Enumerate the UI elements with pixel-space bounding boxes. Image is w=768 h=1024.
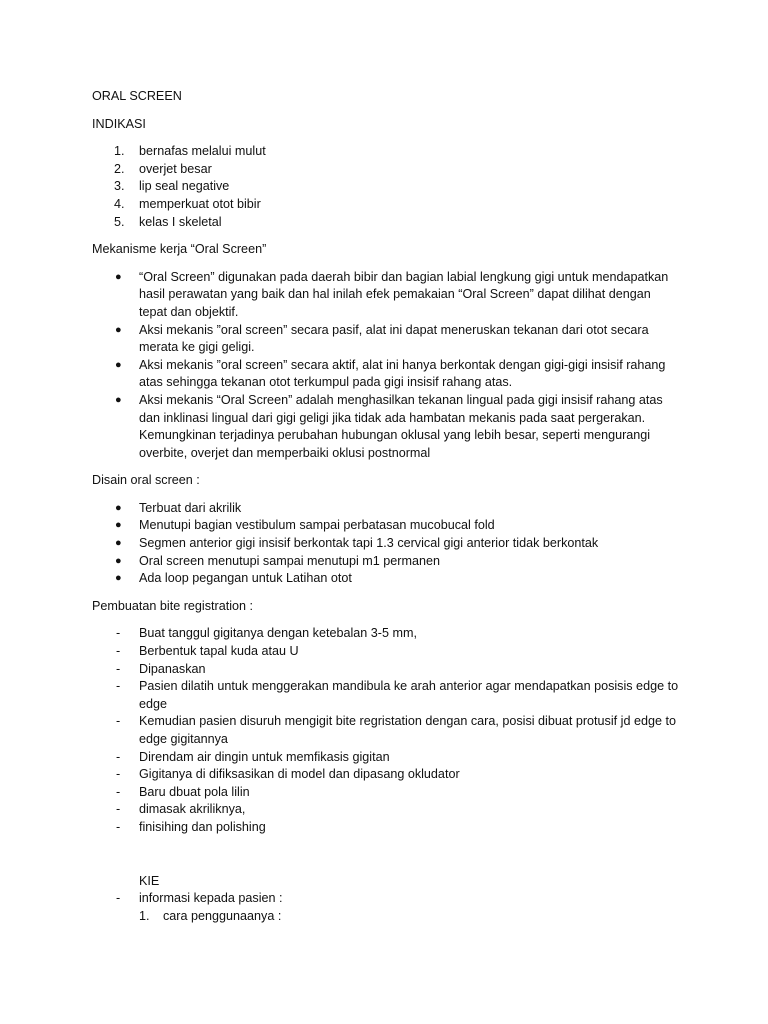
bullet-icon: ● <box>115 519 122 532</box>
kie-section <box>92 873 682 926</box>
list-item: - Pasien dilatih untuk menggerakan mandibula ke arah anterior agar mendapatkan posisis edge to edge <box>116 679 679 711</box>
kie-sub-list <box>92 908 682 926</box>
disain-list <box>92 500 682 588</box>
list-item: - Berbentuk tapal kuda atau U <box>92 643 682 661</box>
dash-icon: - <box>116 679 121 694</box>
list-item: - Dipanaskan <box>92 661 682 679</box>
list-item: ● Aksi mekanis “Oral Screen” adalah menghasilkan tekanan lingual pada gigi insisif rahang atas dan inklinasi lingual dari gigi geligi jika tidak ada hambatan mekanis pada saat pergerakan. Kemungkinan terjadinya perubahan hubungan oklusal yang lebih besar, seperti mengurangi overbite, overjet dan memperbaiki oklusi postnormal <box>115 392 663 460</box>
list-item: ● Menutupi bagian vestibulum sampai perbatasan mucobucal fold <box>92 517 682 535</box>
kie-list <box>92 890 682 908</box>
list-item: - Direndam air dingin untuk memfikasis gigitan <box>92 749 682 767</box>
list-number: 5. <box>114 214 125 229</box>
list-item: - informasi kepada pasien : <box>92 890 682 908</box>
dash-icon: - <box>116 749 121 764</box>
dash-icon: - <box>116 626 121 641</box>
document-title: ORAL SCREEN <box>92 89 182 103</box>
list-item: - Buat tanggul gigitanya dengan ketebalan 3-5 mm, <box>92 625 682 643</box>
list-number: 2. <box>114 161 125 176</box>
dash-icon: - <box>116 714 121 729</box>
dash-icon: - <box>116 891 121 906</box>
bullet-icon: ● <box>115 537 122 550</box>
list-item: - Baru dbuat pola lilin <box>92 784 682 802</box>
section-heading-disain: Disain oral screen : <box>92 473 200 488</box>
list-number: 4. <box>114 196 125 211</box>
list-item: ● Aksi mekanis ”oral screen” secara pasif, alat ini dapat meneruskan tekanan dari otot secara merata ke gigi geligi. <box>115 322 649 355</box>
list-item: 1. bernafas melalui mulut <box>92 143 682 161</box>
pembuatan-list <box>92 625 682 836</box>
bullet-icon: ● <box>115 358 122 371</box>
indikasi-list <box>92 143 682 231</box>
list-number: 3. <box>114 179 125 194</box>
bullet-icon: ● <box>115 501 122 514</box>
list-item: ● Segmen anterior gigi insisif berkontak tapi 1.3 cervical gigi anterior tidak berkontak <box>92 535 682 553</box>
list-item: ● Aksi mekanis ”oral screen” secara aktif, alat ini hanya berkontak dengan gigi-gigi insisif rahang atas sehingga tekanan otot terkumpul pada gigi insisif rahang atas. <box>115 357 666 390</box>
list-item: ● Ada loop pegangan untuk Latihan otot <box>92 570 682 588</box>
bullet-icon: ● <box>115 554 122 567</box>
list-item: ● Terbuat dari akrilik <box>92 500 682 518</box>
bullet-icon: ● <box>115 270 122 283</box>
list-item: - dimasak akriliknya, <box>92 801 682 819</box>
section-heading-kie: KIE <box>139 873 160 888</box>
dash-icon: - <box>116 802 121 817</box>
section-heading-pembuatan: Pembuatan bite registration : <box>92 598 254 613</box>
bullet-icon: ● <box>115 572 122 585</box>
dash-icon: - <box>116 644 121 659</box>
list-number: 1. <box>114 144 125 159</box>
dash-icon: - <box>116 767 121 782</box>
list-number: 1. <box>139 908 150 923</box>
list-item: 3. lip seal negative <box>92 178 682 196</box>
section-heading-indikasi: INDIKASI <box>92 116 146 131</box>
list-item: - Kemudian pasien disuruh mengigit bite regristation dengan cara, posisi dibuat protusif jd edge to edge gigitannya <box>116 714 676 746</box>
document-body <box>92 88 682 925</box>
list-item: 2. overjet besar <box>92 161 682 179</box>
section-heading-mekanisme: Mekanisme kerja “Oral Screen” <box>92 242 267 257</box>
dash-icon: - <box>116 819 121 834</box>
list-item: 5. kelas I skeletal <box>92 214 682 232</box>
bullet-icon: ● <box>115 323 122 336</box>
list-item: - finisihing dan polishing <box>92 819 682 837</box>
dash-icon: - <box>116 784 121 799</box>
bullet-icon: ● <box>115 393 122 406</box>
list-item: ● “Oral Screen” digunakan pada daerah bibir dan bagian labial lengkung gigi untuk mendapatkan hasil perawatan yang baik dan hal inilah efek pemakaian “Oral Screen” dapat dilihat dengan tepat dan objektif. <box>115 269 669 319</box>
list-item: - Gigitanya di difiksasikan di model dan dipasang okludator <box>92 766 682 784</box>
dash-icon: - <box>116 661 121 676</box>
list-item: 1. cara penggunaanya : <box>92 908 682 926</box>
list-item: 4. memperkuat otot bibir <box>92 196 682 214</box>
list-item: ● Oral screen menutupi sampai menutupi m1 permanen <box>92 553 682 571</box>
mekanisme-list <box>92 269 682 463</box>
